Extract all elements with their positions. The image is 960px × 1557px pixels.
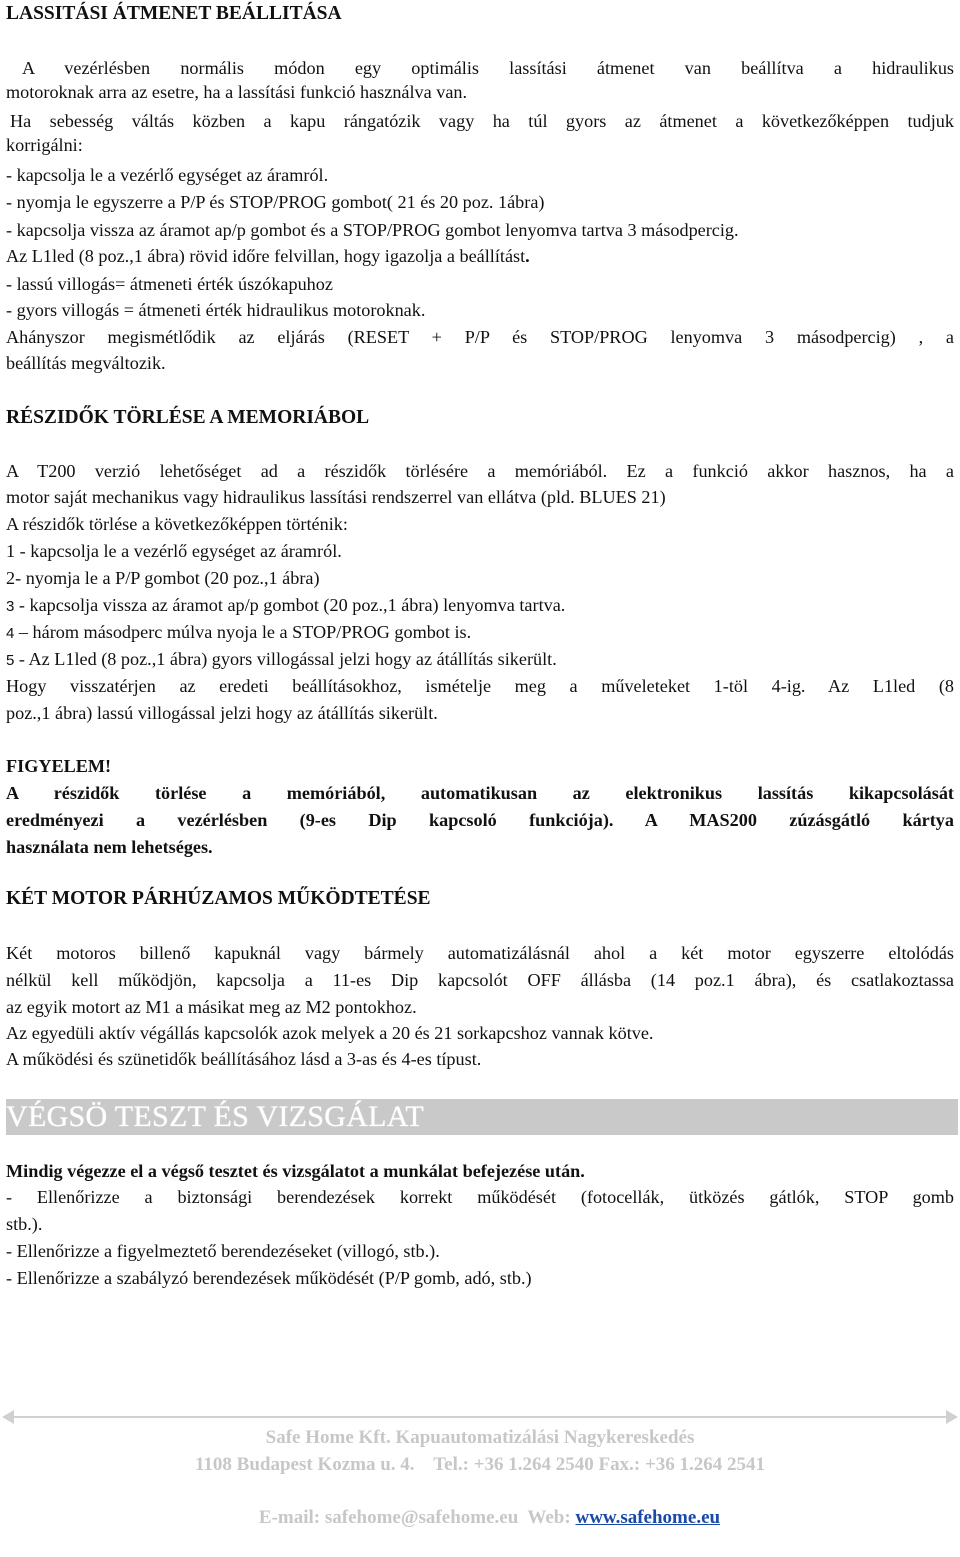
list-item: - kapcsolja vissza az áramot ap/p gombot és a STOP/PROG gombot lenyomva tartva 3 másodpercig.: [6, 220, 739, 240]
paragraph-line: A vezérlésben normális módon egy optimális lassítási átmenet van beállítva a hidraulikus: [22, 58, 954, 78]
list-item: - kapcsolja le a vezérlő egységet az áramról.: [6, 165, 329, 185]
section-heading-ket-motor: KÉT MOTOR PÁRHÚZAMOS MŰKÖDTETÉSE: [6, 888, 431, 909]
step-item: 2- nyomja le a P/P gombot (20 poz.,1 ábra): [6, 568, 320, 588]
warning-line: használata nem lehetséges.: [6, 837, 213, 857]
paragraph-line: motoroknak arra az esetre, ha a lassítási funkció használva van.: [6, 82, 468, 102]
paragraph-line: A T200 verzió lehetőséget ad a részidők törlésére a memóriából. Ez a funkció akkor hasznos, ha a: [6, 461, 954, 481]
list-item: - nyomja le egyszerre a P/P és STOP/PROG gombot( 21 és 20 poz. 1ábra): [6, 192, 545, 212]
list-item: Az L1led (8 poz.,1 ábra) rövid időre felvillan, hogy igazolja a beállítást.: [6, 246, 530, 266]
paragraph-line: beállítás megváltozik.: [6, 353, 166, 373]
warning-line: eredményezi a vezérlésben (9-es Dip kapcsoló funkciója). A MAS200 zúzásgátló kártya: [6, 810, 954, 830]
step-item: 3 - kapcsolja vissza az áramot ap/p gombot (20 poz.,1 ábra) lenyomva tartva.: [6, 595, 566, 615]
section-heading-vegso-teszt: VÉGSÖ TESZT ÉS VIZSGÁLAT: [6, 1100, 425, 1133]
footer-web-link[interactable]: www.safehome.eu: [575, 1507, 721, 1528]
list-item: - Ellenőrizze a figyelmeztető berendezéseket (villogó, stb.).: [6, 1241, 440, 1261]
arrow-right-icon: [946, 1410, 958, 1424]
step-item: 1 - kapcsolja le a vezérlő egységet az áramról.: [6, 541, 342, 561]
paragraph-line: A részidők törlése a következőképpen történik:: [6, 514, 348, 534]
list-item: - gyors villogás = átmeneti érték hidraulikus motoroknak.: [6, 300, 426, 320]
warning-title: FIGYELEM!: [6, 756, 112, 776]
footer-email: E-mail: safehome@safehome.eu Web:: [258, 1507, 576, 1528]
paragraph-line: A működési és szünetidők beállításához lásd a 3-as és 4-es típust.: [6, 1049, 482, 1069]
paragraph-line: korrigálni:: [6, 135, 83, 155]
paragraph-line: poz.,1 ábra) lassú villogással jelzi hogy az átállítás sikerült.: [6, 703, 438, 723]
page-footer: [0, 1408, 960, 1528]
section-heading-lassitasi: LASSITÁSI ÁTMENET BEÁLLITÁSA: [6, 3, 342, 24]
footer-divider: [12, 1416, 948, 1418]
footer-address: 1108 Budapest Kozma u. 4. Tel.: +36 1.264 2540 Fax.: +36 1.264 2541: [194, 1454, 766, 1475]
warning-line: A részidők törlése a memóriából, automatikusan az elektronikus lassítás kikapcsolását: [6, 783, 954, 803]
paragraph-line: Ahányszor megismétlődik az eljárás (RESET + P/P és STOP/PROG lenyomva 3 másodpercig) , a: [6, 327, 954, 347]
list-item: - lassú villogás= átmeneti érték úszókapuhoz: [6, 274, 333, 294]
paragraph-line: nélkül kell működjön, kapcsolja a 11-es Dip kapcsolót OFF állásba (14 poz.1 ábra), és csatlakoztassa: [6, 970, 954, 990]
footer-contact: [0, 1479, 960, 1557]
paragraph-line: Az egyedüli aktív végállás kapcsolók azok melyek a 20 és 21 sorkapcshoz vannak kötve.: [6, 1023, 654, 1043]
paragraph-line: Ha sebesség váltás közben a kapu rángatózik vagy ha túl gyors az átmenet a következőképpen tudjuk: [10, 111, 954, 131]
paragraph-line: Mindig végezze el a végső tesztet és vizsgálatot a munkálat befejezése után.: [6, 1161, 585, 1181]
list-item: stb.).: [6, 1214, 43, 1234]
paragraph-line: Két motoros billenő kapuknál vagy bármely automatizálásnál ahol a két motor egyszerre eltolódás: [6, 943, 954, 963]
footer-company: Safe Home Kft. Kapuautomatizálási Nagykereskedés: [265, 1427, 695, 1448]
paragraph-line: Hogy visszatérjen az eredeti beállításokhoz, ismételje meg a műveleteket 1-töl 4-ig. Az L1led (8: [6, 676, 954, 696]
section-banner-vegso-teszt: [6, 1099, 958, 1135]
paragraph-line: motor saját mechanikus vagy hidraulikus lassítási rendszerrel van ellátva (pld. BLUES 21): [6, 487, 666, 507]
section-heading-reszidok: RÉSZIDŐK TÖRLÉSE A MEMORIÁBOL: [6, 407, 370, 428]
step-item: 5 - Az L1led (8 poz.,1 ábra) gyors villogással jelzi hogy az átállítás sikerült.: [6, 649, 557, 669]
list-item: - Ellenőrizze a biztonsági berendezések korrekt működését (fotocellák, ütközés gátlók, STOP gomb: [6, 1187, 954, 1207]
list-item: - Ellenőrizze a szabályzó berendezések működését (P/P gomb, adó, stb.): [6, 1268, 532, 1288]
paragraph-line: az egyik motort az M1 a másikat meg az M2 pontokhoz.: [6, 997, 417, 1017]
step-item: 4 – három másodperc múlva nyoja le a STOP/PROG gombot is.: [6, 622, 472, 642]
